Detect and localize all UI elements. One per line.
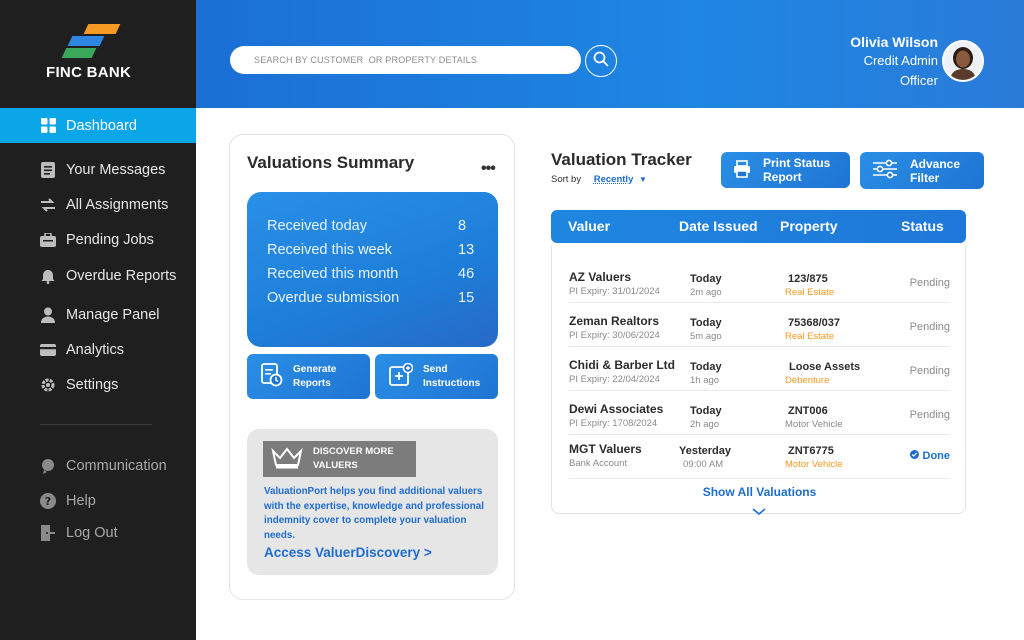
valuer-name: AZ Valuers bbox=[569, 270, 632, 284]
chat-icon bbox=[40, 458, 56, 474]
date-issued: Today bbox=[690, 361, 722, 373]
user-info[interactable] bbox=[850, 34, 938, 90]
user-icon bbox=[40, 307, 56, 323]
access-valuer-discovery-link[interactable]: Access ValuerDiscovery > bbox=[264, 545, 432, 560]
printer-icon bbox=[733, 160, 751, 181]
stat-label: Received this week bbox=[267, 242, 392, 258]
generate-reports-button[interactable] bbox=[247, 354, 370, 399]
valuer-name: Zeman Realtors bbox=[569, 314, 660, 328]
show-all-valuations-link[interactable]: Show All Valuations bbox=[702, 485, 817, 499]
svg-text:?: ? bbox=[44, 495, 52, 508]
check-circle-icon bbox=[910, 450, 919, 462]
send-instructions-button[interactable] bbox=[375, 354, 498, 399]
stat-value: 8 bbox=[458, 218, 467, 234]
table-row[interactable] bbox=[569, 347, 950, 391]
alarm-bell-icon bbox=[40, 268, 56, 284]
stat-label: Received this month bbox=[267, 266, 399, 282]
messages-icon bbox=[40, 162, 56, 178]
discover-banner-line1: DISCOVER MORE bbox=[313, 446, 394, 457]
sidebar-divider bbox=[40, 424, 152, 425]
column-header-status[interactable]: Status bbox=[901, 218, 944, 234]
sidebar-item-label: Pending Jobs bbox=[66, 232, 154, 248]
more-options-icon[interactable]: ••• bbox=[481, 160, 495, 177]
sort-control bbox=[551, 174, 647, 185]
date-issued: Today bbox=[690, 273, 722, 285]
sidebar-item-logout[interactable] bbox=[0, 516, 196, 550]
property-type: Motor Vehicle bbox=[785, 459, 843, 470]
sidebar-item-analytics[interactable] bbox=[0, 333, 196, 367]
send-line2: Instructions bbox=[423, 377, 481, 389]
discover-valuers-panel bbox=[247, 429, 498, 575]
add-document-icon bbox=[389, 363, 413, 390]
user-role-line1: Credit Admin bbox=[863, 53, 938, 68]
user-name: Olivia Wilson bbox=[850, 34, 938, 50]
crown-icon bbox=[271, 447, 303, 472]
sidebar-item-settings[interactable] bbox=[0, 368, 196, 402]
table-row[interactable] bbox=[569, 259, 950, 303]
filter-line1: Advance bbox=[910, 156, 961, 171]
stat-value: 15 bbox=[458, 290, 475, 306]
tracker-title: Valuation Tracker bbox=[551, 150, 692, 169]
property-id: Loose Assets bbox=[789, 361, 861, 373]
valuer-expiry: Bank Account bbox=[569, 458, 628, 469]
search-button[interactable] bbox=[585, 45, 617, 77]
generate-line2: Reports bbox=[293, 377, 331, 389]
send-line1: Send bbox=[423, 363, 448, 375]
stat-label: Received today bbox=[267, 218, 367, 234]
pending-jobs-icon bbox=[40, 232, 56, 248]
property-id: ZNT006 bbox=[788, 405, 828, 417]
property-id: 123/875 bbox=[788, 273, 828, 285]
brand-logo[interactable] bbox=[46, 22, 146, 81]
table-row[interactable] bbox=[569, 303, 950, 347]
property-type: Real Estate bbox=[785, 287, 835, 298]
property-id: 75368/037 bbox=[788, 317, 840, 329]
gear-icon bbox=[40, 377, 56, 393]
avatar[interactable] bbox=[942, 40, 984, 82]
report-clock-icon bbox=[261, 363, 283, 390]
date-ago: 09:00 AM bbox=[683, 459, 724, 470]
user-role-line2: Officer bbox=[899, 73, 938, 88]
sidebar-item-label: Log Out bbox=[66, 525, 118, 541]
property-id: ZNT6775 bbox=[788, 445, 834, 457]
date-ago: 2h ago bbox=[690, 419, 720, 430]
date-ago: 1h ago bbox=[690, 375, 720, 386]
column-header-property[interactable]: Property bbox=[780, 218, 838, 234]
date-ago: 2m ago bbox=[690, 287, 722, 298]
discover-description: ValuationPort helps you find additional valuers with the expertise, knowledge and professional indemnity cover to complete your valuation needs. bbox=[264, 486, 484, 541]
print-line2: Report bbox=[763, 170, 802, 184]
valuer-name: MGT Valuers bbox=[569, 442, 642, 456]
finc-logo-icon bbox=[62, 22, 124, 62]
caret-down-icon[interactable]: ▼ bbox=[639, 175, 647, 184]
sliders-icon bbox=[872, 159, 898, 182]
stat-row bbox=[267, 242, 482, 258]
sidebar-item-manage-panel[interactable] bbox=[0, 298, 196, 332]
table-row[interactable] bbox=[569, 391, 950, 435]
chevron-down-icon[interactable] bbox=[752, 503, 766, 521]
stat-row bbox=[267, 218, 482, 234]
discover-banner-line2: VALUERS bbox=[313, 460, 358, 471]
search-input[interactable] bbox=[254, 55, 581, 65]
search-icon bbox=[593, 51, 609, 72]
date-issued: Yesterday bbox=[679, 445, 731, 457]
sidebar-item-dashboard[interactable] bbox=[0, 108, 196, 143]
brand-name: FINC BANK bbox=[46, 64, 132, 81]
property-type: Motor Vehicle bbox=[785, 419, 843, 430]
stat-label: Overdue submission bbox=[267, 290, 400, 306]
status-badge: Pending bbox=[909, 409, 950, 421]
valuer-expiry: PI Expiry: 1708/2024 bbox=[569, 418, 658, 429]
sidebar-item-label: Manage Panel bbox=[66, 307, 160, 323]
status-badge: Pending bbox=[909, 277, 950, 289]
property-type: Real Estate bbox=[785, 331, 835, 342]
stat-row bbox=[267, 290, 482, 306]
sidebar-item-pending-jobs[interactable] bbox=[0, 223, 196, 257]
valuer-name: Chidi & Barber Ltd bbox=[569, 358, 676, 372]
stats-panel bbox=[247, 192, 498, 347]
sidebar-item-label: Help bbox=[66, 493, 96, 509]
valuer-expiry: PI Expiry: 22/04/2024 bbox=[569, 374, 660, 385]
sidebar-item-label: All Assignments bbox=[66, 197, 169, 213]
sidebar-item-label: Overdue Reports bbox=[66, 268, 177, 284]
status-badge: Pending bbox=[909, 321, 950, 333]
card-icon bbox=[40, 342, 56, 358]
tracker-table-body bbox=[551, 246, 966, 514]
swap-arrows-icon bbox=[40, 197, 56, 213]
sidebar-item-label: Dashboard bbox=[66, 117, 137, 134]
column-header-valuer[interactable]: Valuer bbox=[568, 218, 611, 234]
stat-row bbox=[267, 266, 482, 282]
sidebar-item-label: Analytics bbox=[66, 342, 125, 358]
filter-line2: Filter bbox=[910, 170, 940, 185]
valuer-expiry: PI Expiry: 30/06/2024 bbox=[569, 330, 660, 341]
date-issued: Today bbox=[690, 405, 722, 417]
search-bar bbox=[230, 46, 581, 74]
sidebar-item-communication[interactable] bbox=[0, 449, 196, 483]
summary-title: Valuations Summary bbox=[247, 153, 415, 172]
column-header-date-issued[interactable]: Date Issued bbox=[679, 218, 758, 234]
discover-banner bbox=[263, 441, 416, 477]
valuer-expiry: PI Expiry: 31/01/2024 bbox=[569, 286, 660, 297]
sidebar bbox=[0, 0, 196, 640]
sidebar-item-label: Settings bbox=[66, 377, 119, 393]
sidebar-item-label: Communication bbox=[66, 458, 167, 474]
print-status-report-button[interactable] bbox=[721, 152, 850, 188]
top-header bbox=[196, 0, 1024, 108]
sidebar-item-all-assignments[interactable] bbox=[0, 188, 196, 222]
stat-value: 46 bbox=[458, 266, 475, 282]
table-row[interactable] bbox=[569, 435, 950, 479]
stat-value: 13 bbox=[458, 242, 475, 258]
sidebar-item-label: Your Messages bbox=[66, 162, 166, 178]
status-badge: Pending bbox=[909, 365, 950, 377]
status-text: Done bbox=[922, 450, 950, 462]
status-badge-done bbox=[910, 450, 950, 462]
logout-icon bbox=[40, 525, 56, 541]
generate-line1: Generate bbox=[293, 363, 337, 375]
sort-label: Sort by bbox=[551, 174, 582, 185]
sidebar-item-overdue-reports[interactable] bbox=[0, 259, 196, 293]
advance-filter-button[interactable] bbox=[860, 152, 984, 189]
dashboard-grid-icon bbox=[40, 118, 56, 134]
sidebar-item-help[interactable] bbox=[0, 484, 196, 518]
sidebar-item-messages[interactable] bbox=[0, 153, 196, 187]
date-ago: 5m ago bbox=[690, 331, 722, 342]
print-line1: Print Status bbox=[763, 156, 831, 170]
valuer-name: Dewi Associates bbox=[569, 402, 664, 416]
help-icon bbox=[40, 493, 56, 509]
date-issued: Today bbox=[690, 317, 722, 329]
tracker-table-header bbox=[551, 210, 966, 243]
property-type: Debenture bbox=[785, 375, 830, 386]
valuations-summary-card bbox=[229, 134, 515, 600]
sort-dropdown[interactable]: Recently bbox=[593, 174, 634, 185]
